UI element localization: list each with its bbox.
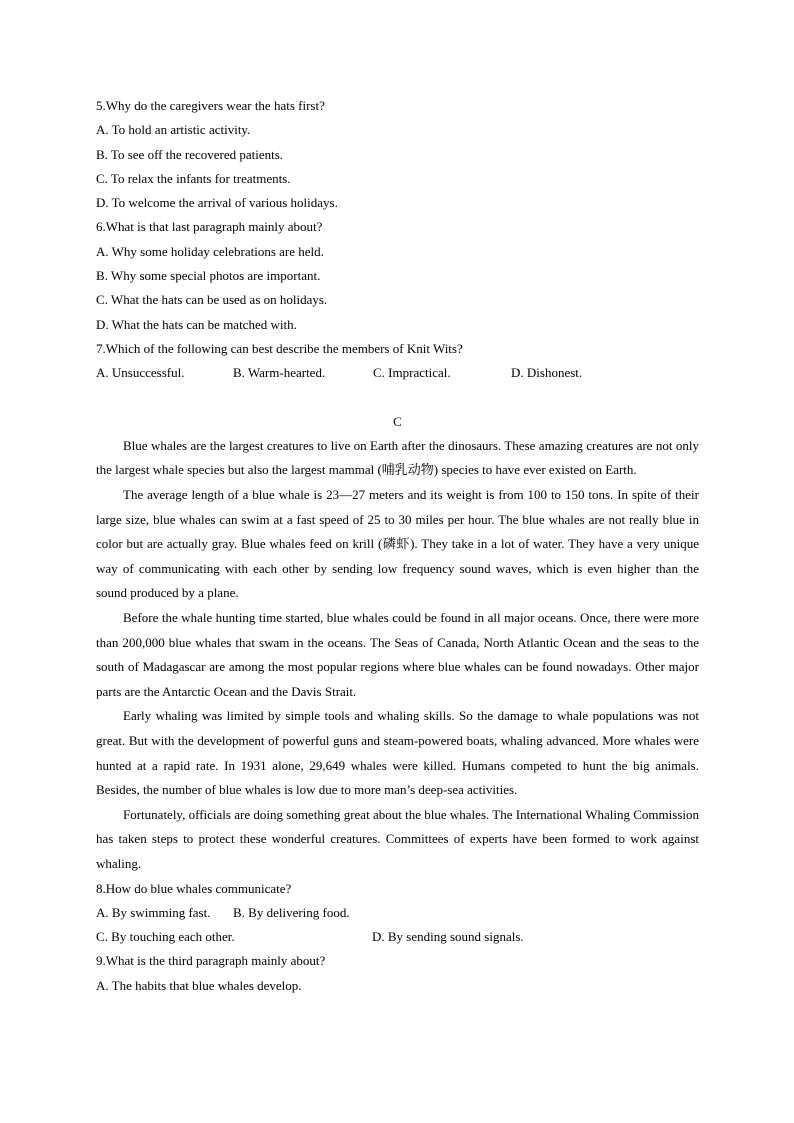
question-8 (96, 877, 699, 950)
question-7 (96, 337, 699, 386)
option-b: B. Why some special photos are important. (96, 268, 321, 284)
option-a: A. Unsuccessful. (96, 365, 185, 381)
option-b: B. Warm-hearted. (233, 365, 326, 381)
passage-paragraph: Fortunately, officials are doing something great about the blue whales. The International Whaling Commission has taken steps to protect these wonderful creatures. Committees of experts have been formed to work against whaling. (96, 806, 699, 871)
option-a: A. To hold an artistic activity. (96, 122, 251, 138)
passage-paragraph: Blue whales are the largest creatures to live on Earth after the dinosaurs. These amazing creatures are not only the largest whale species but also the largest mammal (哺乳动物) species to have ever existed on Earth. (96, 437, 699, 478)
option-c: C. By touching each other. (96, 929, 235, 945)
option-a: A. By swimming fast. (96, 904, 211, 920)
option-d: D. To welcome the arrival of various holidays. (96, 195, 338, 211)
question-stem: 8.How do blue whales communicate? (96, 880, 292, 896)
option-d: D. By sending sound signals. (372, 929, 524, 945)
options-row (96, 925, 699, 949)
question-9 (96, 949, 699, 998)
section-title: C (393, 413, 402, 429)
option-c: C. What the hats can be used as on holidays. (96, 292, 328, 308)
option-c: C. To relax the infants for treatments. (96, 170, 291, 186)
option-b: B. To see off the recovered patients. (96, 146, 284, 162)
option-c: C. Impractical. (373, 365, 451, 381)
option-d: D. Dishonest. (511, 365, 583, 381)
option-a: A. Why some holiday celebrations are held. (96, 243, 324, 259)
option-a: A. The habits that blue whales develop. (96, 977, 302, 993)
question-stem: 9.What is the third paragraph mainly about? (96, 953, 326, 969)
question-5 (96, 94, 699, 215)
question-stem: 7.Which of the following can best describe the members of Knit Wits? (96, 340, 463, 356)
question-6 (96, 215, 699, 336)
question-stem: 6.What is that last paragraph mainly about? (96, 219, 323, 235)
options-row (96, 361, 699, 385)
option-d: D. What the hats can be matched with. (96, 316, 297, 332)
document-body (96, 94, 699, 998)
question-stem: 5.Why do the caregivers wear the hats first? (96, 98, 325, 113)
passage-paragraph: The average length of a blue whale is 23—27 meters and its weight is from 100 to 150 tons. In spite of their large size, blue whales can swim at a fast speed of 25 to 30 miles per hour. The blue whales are not really blue in color but are actually gray. Blue whales feed on krill (磷虾). They take in a lot of water. They have a very unique way of communicating with each other by sending low frequency sound waves, which is even higher than the sound produced by a plane. (96, 487, 699, 601)
options-row (96, 901, 699, 925)
passage-paragraph: Early whaling was limited by simple tools and whaling skills. So the damage to whale populations was not great. But with the development of powerful guns and steam-powered boats, whaling advanced. More whales were hunted at a rapid rate. In 1931 alone, 29,649 whales were killed. Humans competed to hunt the big animals. Besides, the number of blue whales is low due to more man’s deep-sea activities. (96, 708, 699, 798)
passage-c (96, 434, 699, 877)
passage-paragraph: Before the whale hunting time started, blue whales could be found in all major oceans. Once, there were more than 200,000 blue whales that swam in the oceans. The Seas of Canada, North Atlantic Ocean and the seas to the south of Madagascar are among the most popular regions where blue whales can be found nowadays. Other major parts are the Antarctic Ocean and the Davis Strait. (96, 610, 699, 699)
option-b: B. By delivering food. (233, 904, 350, 920)
